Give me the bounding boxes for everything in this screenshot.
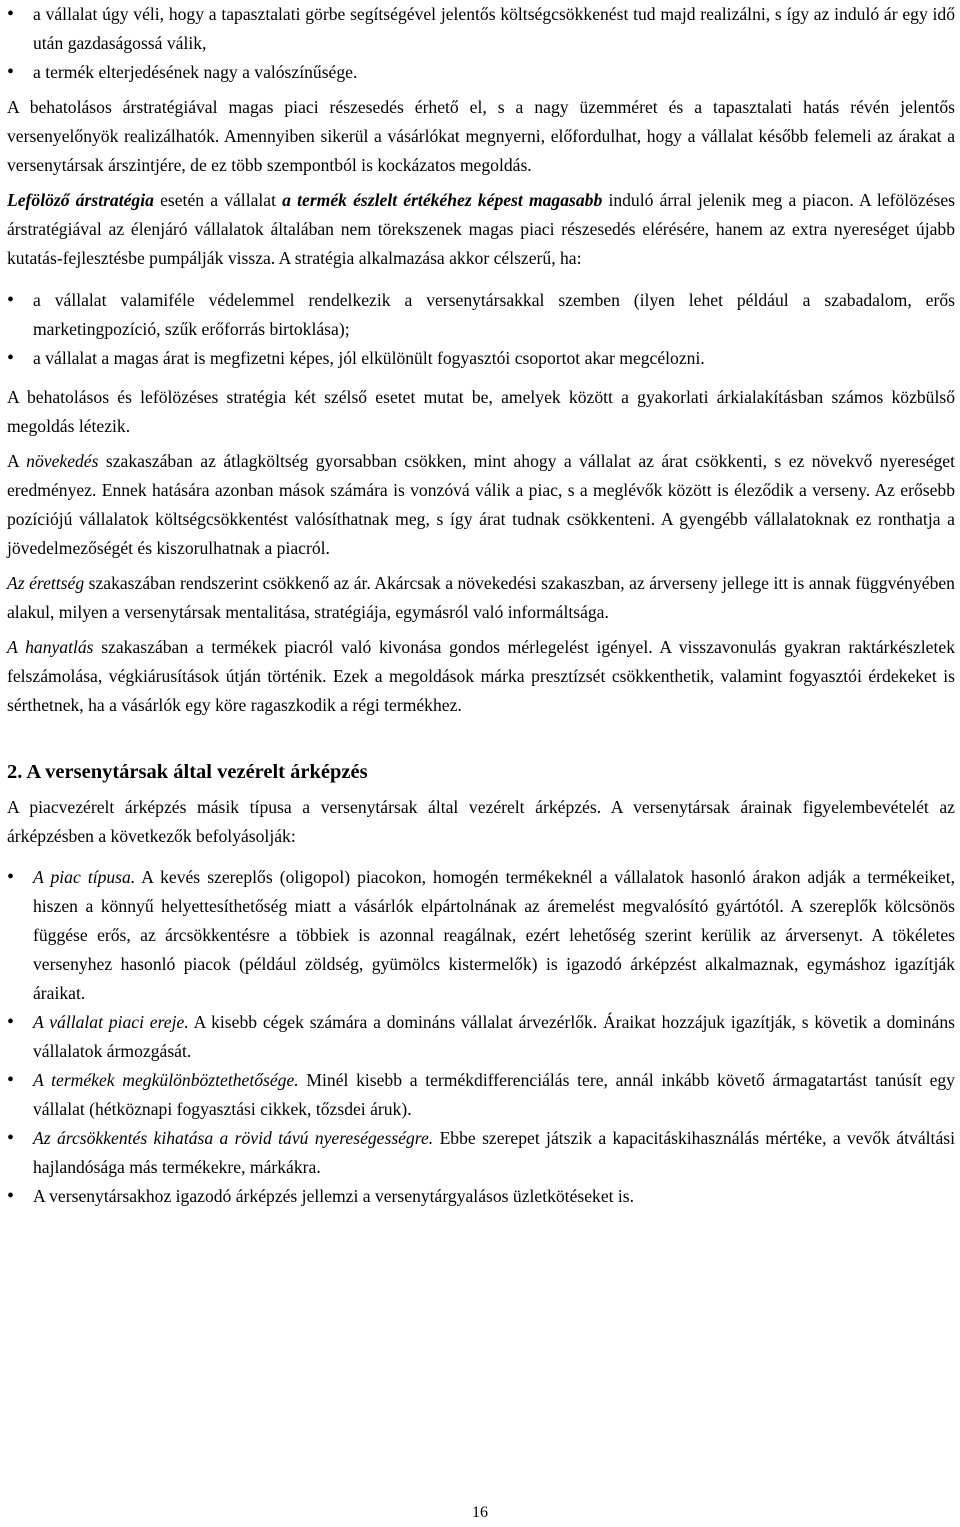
factor-text: Ebbe szerepet játszik a kapacitáskihasználás mértéke, a vevők átváltási hajlandósága más termékekre, márkákra.: [33, 1128, 955, 1177]
factor-term: A piac típusa.: [33, 867, 136, 887]
list-item: [7, 1008, 955, 1066]
paragraph-skimming-pricing: [7, 186, 955, 273]
term-maturity: Az érettség: [7, 573, 85, 593]
list-item: [7, 1124, 955, 1182]
paragraph-maturity: [7, 569, 955, 627]
document-page: [7, 0, 955, 1211]
factor-term: A termékek megkülönböztethetősége.: [33, 1070, 299, 1090]
factor-text: Minél kisebb a termékdifferenciálás tere, annál inkább követő ármagatartást tanúsít egy vállalat (hétköznapi fogyasztási cikkek, tőzsdei áruk).: [33, 1070, 955, 1119]
paragraph-two-extremes: A behatolásos és lefölözéses stratégia két szélső esetet mutat be, amelyek között a gyakorlati árkialakításban számos közbülső megoldás létezik.: [7, 387, 955, 436]
term-decline: A hanyatlás: [7, 637, 94, 657]
emphasis: a termék észlelt értékéhez képest magasabb: [282, 190, 603, 210]
page-number: 16: [472, 1504, 488, 1521]
factor-term: A vállalat piaci ereje.: [33, 1012, 189, 1032]
factor-term: Az árcsökkentés kihatása a rövid távú nyereségességre.: [33, 1128, 434, 1148]
factor-text: A kisebb cégek számára a domináns vállalat árvezérlők. Áraikat hozzájuk igazítják, s követik a domináns vállalatok ármozgását.: [33, 1012, 955, 1061]
list-item: • a vállalat úgy véli, hogy a tapasztalati görbe segítségével jelentős költségcsökkenést tud majd realizálni, s így az induló ár egy idő után gazdaságossá válik,: [7, 0, 955, 58]
list-item: • a vállalat valamiféle védelemmel rendelkezik a versenytársakkal szemben (ilyen lehet például a szabadalom, erős marketingpozíció, szűk erőforrás birtoklása);: [7, 286, 955, 344]
list-item: [7, 1066, 955, 1124]
text-run: szakaszában az átlagköltség gyorsabban csökken, mint ahogy a vállalat az árat csökkenti, s ez növekvő nyereséget eredményez. Ennek hatására azonban mások számára is vonzóvá válik a piac, s a meglévők között is éleződik a verseny. Az erősebb pozíciójú vállalatok költségcsökkentést valósíthatnak meg, s így árat tudnak csökkenteni. A gyengébb vállalatoknak ez ronthatja a jövedelmezőségét és kiszorulhatnak a piacról.: [7, 451, 955, 558]
list-item: [7, 1182, 955, 1211]
text-run: szakaszában a termékek piacról való kivonása gondos mérlegelést igényel. A visszavonulás gyakran raktárkészletek felszámolása, végkiárusítások útján történik. Ezek a megoldások márka presztízsét csökkenthetik, valamint fogyasztói érdekeket is sérthetnek, ha a vásárlók egy köre ragaszkodik a régi termékhez.: [7, 637, 955, 715]
factor-text: A kevés szereplős (oligopol) piacokon, homogén termékeknél a vállalatok hasonló árakon adják a termékeiket, hiszen a könnyű helyettesíthetőség miatt a vásárlók elpártolnának az áremelést megvalósító gyártótól. A szereplők kölcsönös függése erős, az árcsökkentésre a többiek is azonnal reagálnak, ezért lehetőség szerint kerülik az árversenyt. A tökéletes versenyhez hasonló piacok (például zöldség, gyümölcs kistermelők) is igazodó árképzést alkalmaznak, egymáshoz igazítják áraikat.: [33, 867, 955, 1003]
section-heading: 2. A versenytársak által vezérelt árképzés: [7, 761, 368, 783]
list-item: • a vállalat a magas árat is megfizetni képes, jól elkülönült fogyasztói csoportot akar megcélozni.: [7, 344, 955, 373]
list-item: • a termék elterjedésének nagy a valószínűsége.: [7, 58, 955, 87]
term-growth: növekedés: [26, 451, 99, 471]
text-run: A: [7, 451, 27, 471]
paragraph-section-intro: A piacvezérelt árképzés másik típusa a versenytársak által vezérelt árképzés. A versenytársak árainak figyelembevételét az árképzésben a következők befolyásolják:: [7, 797, 955, 846]
text-run: esetén a vállalat: [153, 190, 283, 210]
list-item: [7, 863, 955, 1008]
top-bullet-list: [7, 0, 955, 87]
paragraph-growth: [7, 447, 955, 563]
text-run: szakaszában rendszerint csökkenő az ár. Akárcsak a növekedési szakaszban, az árverseny jellege itt is annak függvényében alakul, milyen a versenytársak mentalitása, stratégiája, egymásról való informáltsága.: [7, 573, 955, 622]
paragraph-penetration-pricing: A behatolásos árstratégiával magas piaci részesedés érhető el, s a nagy üzemméret és a tapasztalati hatás révén jelentős versenyelőnyök realizálhatók. Amennyiben sikerül a vásárlókat megnyerni, előfordulhat, hogy a vállalat később felemeli az árakat a versenytársak árszintjére, de ez több szempontból is kockázatos megoldás.: [7, 97, 955, 175]
paragraph-decline: [7, 633, 955, 720]
text-run: induló árral jelenik meg a piacon. A lefölözéses árstratégiával az élenjáró vállalatok általában nem törekszenek magas piaci részesedés elérésére, hanem az extra nyereséget újabb kutatás-fejlesztésbe pumpálják vissza. A stratégia alkalmazása akkor célszerű, ha:: [7, 190, 956, 268]
term-skimming: Lefölöző árstratégia: [7, 190, 154, 210]
factor-text: A versenytársakhoz igazodó árképzés jellemzi a versenytárgyalásos üzletkötéseket is.: [33, 1186, 635, 1206]
factors-bullet-list: [7, 863, 955, 1211]
condition-bullet-list: [7, 286, 955, 373]
